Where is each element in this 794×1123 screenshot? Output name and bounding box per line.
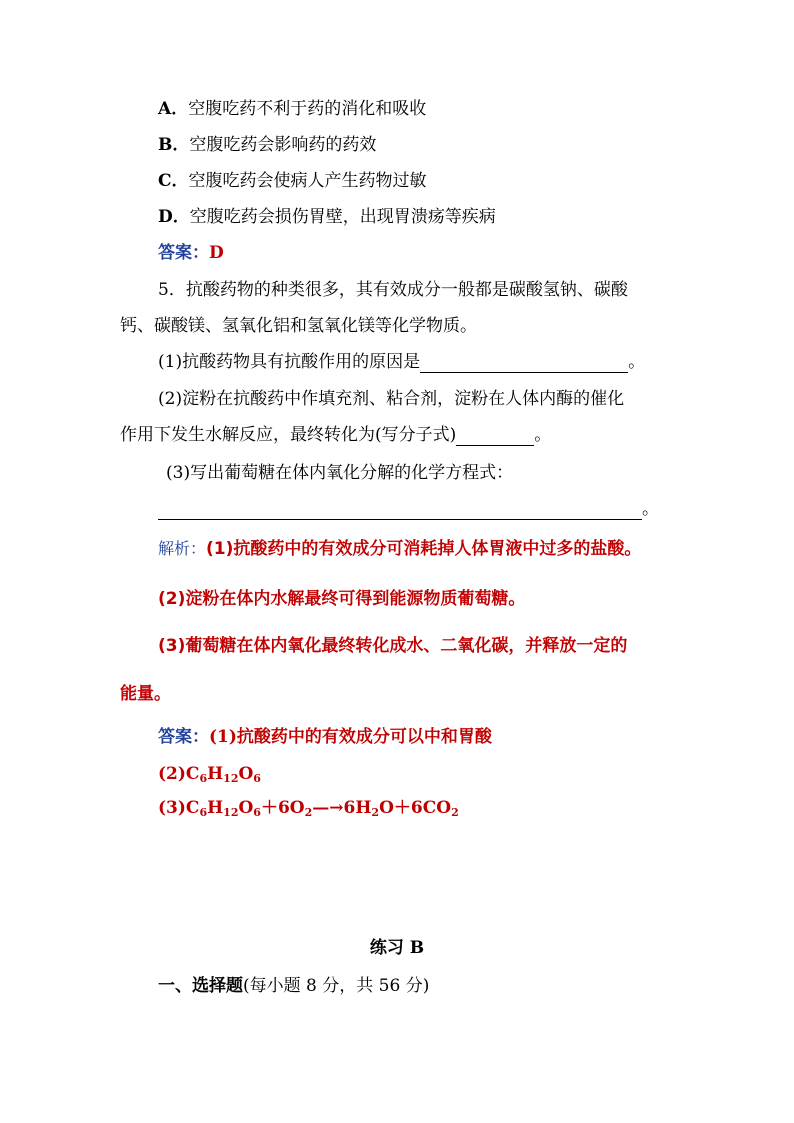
part-title: 一、选择题 <box>158 976 243 996</box>
q5-sub1 <box>158 351 645 373</box>
q5-sub3-blank-line <box>158 498 659 520</box>
coefficient: 6 <box>410 798 423 818</box>
element-o: O <box>238 798 254 818</box>
q5-sub1-end: 。 <box>628 352 646 372</box>
option-d <box>158 206 496 228</box>
element-co: CO <box>422 798 452 818</box>
subscript: 12 <box>223 772 239 785</box>
subscript: 12 <box>223 806 239 819</box>
option-c <box>158 170 427 192</box>
answer-prefix-3: (3) <box>158 798 186 818</box>
answer-label: 答案： <box>158 727 209 747</box>
analysis-label: 解析： <box>158 539 207 558</box>
q5-sub2-text: 作用下发生水解反应，最终转化为(写分子式) <box>120 425 457 445</box>
answer-q4 <box>158 242 224 264</box>
element-o: O <box>289 798 305 818</box>
analysis-p1 <box>158 538 641 560</box>
coefficient: 6 <box>343 798 356 818</box>
plus-sign: ＋ <box>393 798 411 818</box>
formula-glucose <box>186 798 261 818</box>
formula-co2 <box>411 798 459 818</box>
q5-sub3-end: 。 <box>642 499 659 519</box>
subscript: 2 <box>304 806 313 819</box>
option-letter: B． <box>158 135 190 155</box>
subscript: 6 <box>253 772 261 785</box>
element-o: O <box>238 764 254 784</box>
q5-stem-line2: 钙、碳酸镁、氢氧化铝和氢氧化镁等化学物质。 <box>120 316 477 336</box>
option-text: 空腹吃药会影响药的药效 <box>189 135 377 155</box>
subscript: 2 <box>451 806 459 819</box>
subscript: 6 <box>253 806 261 819</box>
subscript: 6 <box>199 806 208 819</box>
element-h: H <box>355 798 372 818</box>
answer-q5-1 <box>158 726 492 748</box>
element-c: C <box>185 798 200 818</box>
answer-blank-1 <box>420 354 628 373</box>
subscript: 2 <box>371 806 380 819</box>
q5-sub2-line2 <box>120 424 551 446</box>
subscript: 6 <box>199 772 208 785</box>
option-text: 空腹吃药会使病人产生药物过敏 <box>188 171 427 191</box>
formula-glucose <box>186 764 261 784</box>
option-letter: D． <box>158 207 190 227</box>
option-b <box>158 134 376 156</box>
option-text: 空腹吃药不利于药的消化和吸收 <box>188 99 427 119</box>
answer-value: D <box>209 243 224 263</box>
plus-sign: ＋ <box>260 798 278 818</box>
option-letter: C． <box>158 171 189 191</box>
formula-h2o <box>344 798 394 818</box>
q5-sub2-end: 。 <box>534 425 552 445</box>
answer-blank-3 <box>158 501 642 520</box>
element-c: C <box>185 764 200 784</box>
answer-blank-2 <box>456 427 534 446</box>
element-o: O <box>379 798 394 818</box>
answer-text-1: (1)抗酸药中的有效成分可以中和胃酸 <box>209 727 492 747</box>
option-letter: A． <box>158 99 189 119</box>
analysis-text-1: (1)抗酸药中的有效成分可消耗掉人体胃液中过多的盐酸。 <box>206 539 642 559</box>
option-a <box>158 98 426 120</box>
analysis-p3-line2: 能量。 <box>120 684 171 704</box>
answer-q5-3 <box>158 797 459 819</box>
q5-sub2-line1: (2)淀粉在抗酸药中作填充剂、粘合剂，淀粉在人体内酶的催化 <box>158 389 625 409</box>
reaction-arrow: —→ <box>312 798 344 818</box>
formula-o2 <box>278 798 312 818</box>
section-part <box>158 975 429 997</box>
element-h: H <box>207 764 224 784</box>
answer-label: 答案： <box>158 243 209 263</box>
analysis-p3-line1: (3)葡萄糖在体内氧化最终转化成水、二氧化碳，并释放一定的 <box>158 636 628 656</box>
option-text: 空腹吃药会损伤胃壁，出现胃溃疡等疾病 <box>189 207 496 227</box>
q5-sub1-text: (1)抗酸药物具有抗酸作用的原因是 <box>158 352 421 372</box>
answer-q5-2 <box>158 763 261 785</box>
section-title: 练习 B <box>369 938 425 958</box>
part-note: (每小题 8 分，共 56 分) <box>243 976 430 996</box>
coefficient: 6 <box>277 798 290 818</box>
q5-stem-line1: 5．抗酸药物的种类很多，其有效成分一般都是碳酸氢钠、碳酸 <box>158 280 628 300</box>
q5-sub3: (3)写出葡萄糖在体内氧化分解的化学方程式： <box>166 463 514 483</box>
element-h: H <box>207 798 224 818</box>
analysis-p2: (2)淀粉在体内水解最终可得到能源物质葡萄糖。 <box>158 589 526 609</box>
answer-prefix-2: (2) <box>158 764 186 784</box>
